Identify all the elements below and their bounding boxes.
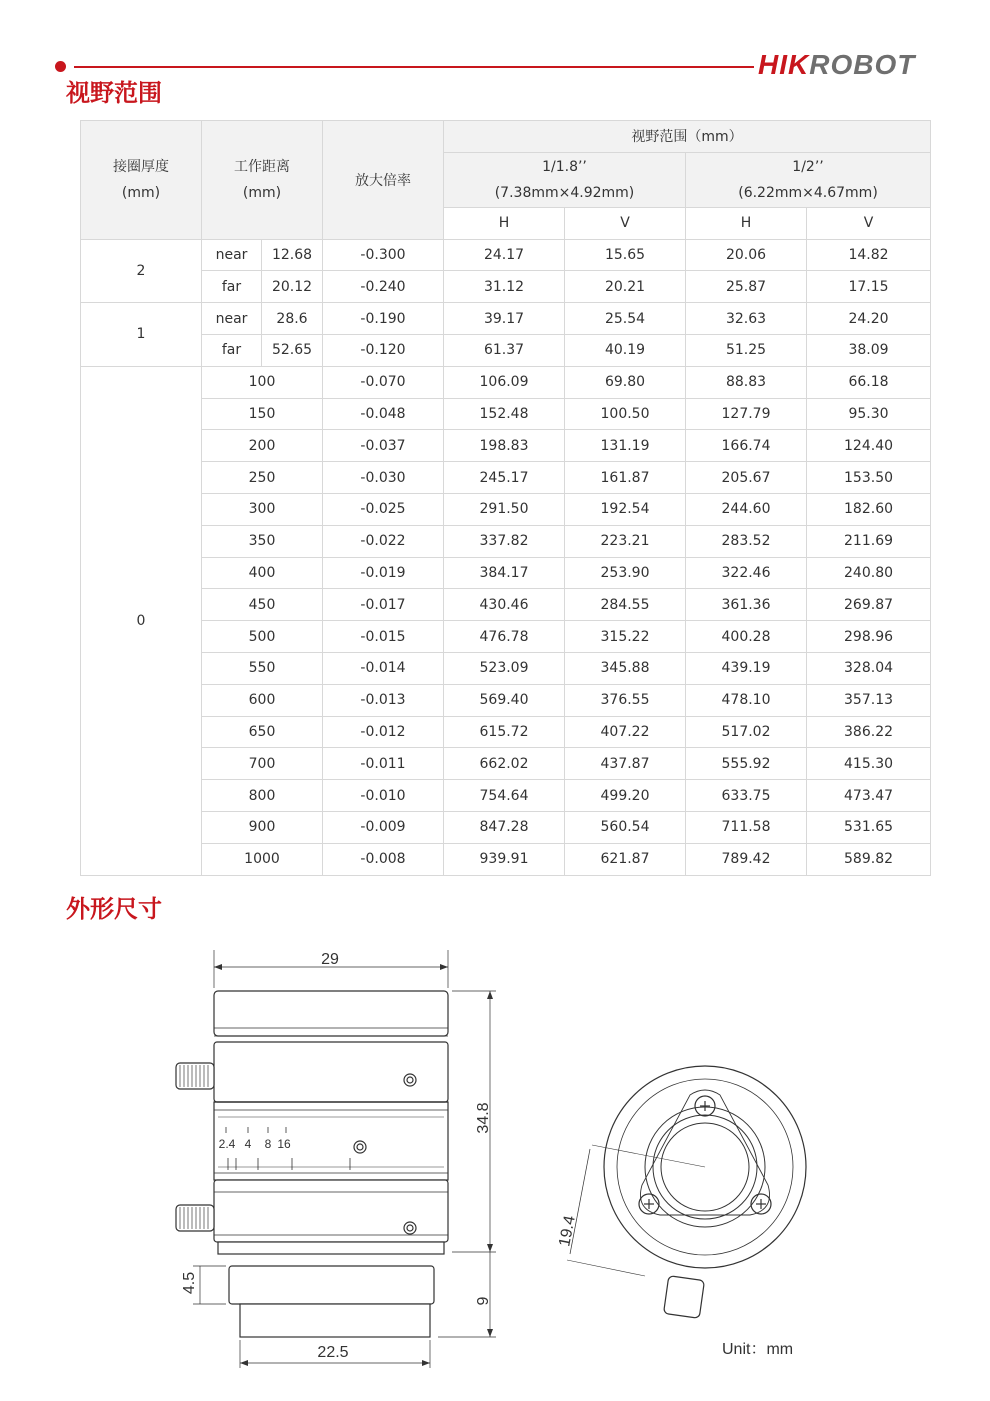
arrow-head — [240, 1360, 248, 1366]
table-row — [81, 748, 931, 780]
wd-cell: 650 — [202, 716, 323, 748]
h2-cell: 517.02 — [686, 716, 807, 748]
h1-cell: 106.09 — [444, 366, 565, 398]
lens-front-barrel — [214, 991, 448, 1036]
arrow-head — [440, 964, 448, 970]
fov-table — [80, 120, 931, 876]
table-row — [81, 621, 931, 653]
mag-cell: -0.190 — [323, 303, 444, 335]
table-row — [81, 271, 931, 303]
v1-cell: 284.55 — [565, 589, 686, 621]
ring-cell: 1 — [81, 303, 202, 367]
table-row — [81, 493, 931, 525]
table-row — [81, 652, 931, 684]
v1-cell: 25.54 — [565, 303, 686, 335]
v1-cell: 161.87 — [565, 462, 686, 494]
v1-cell: 131.19 — [565, 430, 686, 462]
h1-cell: 754.64 — [444, 780, 565, 812]
ring-cell: 2 — [81, 239, 202, 303]
rear-step — [218, 1242, 444, 1254]
dim-rear-label: 9 — [475, 1296, 492, 1306]
h1-cell: 24.17 — [444, 239, 565, 271]
dimensions-section-title: 外形尺寸 — [66, 895, 162, 923]
header-ring-unit: (mm) — [121, 184, 161, 201]
v2-cell: 66.18 — [807, 366, 931, 398]
wd-label-cell: far — [202, 334, 262, 366]
table-row — [81, 303, 931, 335]
h2-cell: 127.79 — [686, 398, 807, 430]
v2-cell: 531.65 — [807, 811, 931, 843]
v2-cell: 589.82 — [807, 843, 931, 875]
dim-radius-label: 19.4 — [556, 1214, 579, 1249]
wd-cell: 800 — [202, 780, 323, 812]
front-lock-screw — [664, 1276, 705, 1319]
aperture-label: 2.4 — [218, 1137, 236, 1151]
wd-cell: 200 — [202, 430, 323, 462]
wd-cell: 100 — [202, 366, 323, 398]
mag-cell: -0.030 — [323, 462, 444, 494]
header-ring-label: 接圈厚度 — [113, 158, 169, 175]
wd-cell: 28.6 — [262, 303, 323, 335]
focus-ring — [214, 1042, 448, 1102]
wd-cell: 1000 — [202, 843, 323, 875]
ring-cell: 0 — [81, 366, 202, 875]
header-h2: H — [686, 207, 807, 239]
arrow-head — [422, 1360, 430, 1366]
wd-cell: 450 — [202, 589, 323, 621]
h1-cell: 152.48 — [444, 398, 565, 430]
h1-cell: 31.12 — [444, 271, 565, 303]
h1-cell: 291.50 — [444, 493, 565, 525]
v2-cell: 473.47 — [807, 780, 931, 812]
mag-cell: -0.009 — [323, 811, 444, 843]
mag-cell: -0.008 — [323, 843, 444, 875]
v2-cell: 415.30 — [807, 748, 931, 780]
header-sensor-2 — [686, 152, 931, 207]
table-row — [81, 525, 931, 557]
mag-cell: -0.037 — [323, 430, 444, 462]
header-dot — [55, 61, 66, 72]
v1-cell: 376.55 — [565, 684, 686, 716]
dim-ext-line — [567, 1260, 645, 1276]
sensor-2-name: 1/2’’ — [792, 158, 824, 175]
arrow-head — [214, 964, 222, 970]
v1-cell: 20.21 — [565, 271, 686, 303]
mag-cell: -0.070 — [323, 366, 444, 398]
v1-cell: 560.54 — [565, 811, 686, 843]
h2-cell: 88.83 — [686, 366, 807, 398]
v1-cell: 407.22 — [565, 716, 686, 748]
header-sensor-1 — [444, 152, 686, 207]
logo-hik: HIK — [758, 49, 810, 80]
mag-cell: -0.012 — [323, 716, 444, 748]
header-magnification: 放大倍率 — [323, 121, 444, 240]
mag-cell: -0.014 — [323, 652, 444, 684]
h2-cell: 283.52 — [686, 525, 807, 557]
wd-cell: 400 — [202, 557, 323, 589]
mag-cell: -0.017 — [323, 589, 444, 621]
fov-section-title: 视野范围 — [66, 79, 162, 107]
table-row — [81, 811, 931, 843]
mag-cell: -0.300 — [323, 239, 444, 271]
v1-cell: 499.20 — [565, 780, 686, 812]
mag-cell: -0.022 — [323, 525, 444, 557]
mag-cell: -0.120 — [323, 334, 444, 366]
wd-cell: 150 — [202, 398, 323, 430]
v2-cell: 153.50 — [807, 462, 931, 494]
table-row — [81, 589, 931, 621]
h1-cell: 615.72 — [444, 716, 565, 748]
h2-cell: 711.58 — [686, 811, 807, 843]
h2-cell: 322.46 — [686, 557, 807, 589]
v2-cell: 298.96 — [807, 621, 931, 653]
table-row — [81, 239, 931, 271]
sensor-1-name: 1/1.8’’ — [542, 158, 587, 175]
h2-cell: 361.36 — [686, 589, 807, 621]
v2-cell: 357.13 — [807, 684, 931, 716]
logo-robot: ROBOT — [809, 49, 916, 80]
h2-cell: 439.19 — [686, 652, 807, 684]
v2-cell: 211.69 — [807, 525, 931, 557]
lens-dimension-drawing — [0, 930, 990, 1390]
v1-cell: 15.65 — [565, 239, 686, 271]
aperture-label: 4 — [244, 1137, 252, 1151]
mag-cell: -0.010 — [323, 780, 444, 812]
h2-cell: 555.92 — [686, 748, 807, 780]
wd-cell: 52.65 — [262, 334, 323, 366]
h2-cell: 32.63 — [686, 303, 807, 335]
h1-cell: 430.46 — [444, 589, 565, 621]
screw-head-inner — [357, 1144, 363, 1150]
ring0-rows — [81, 366, 931, 875]
h2-cell: 789.42 — [686, 843, 807, 875]
wd-cell: 700 — [202, 748, 323, 780]
wd-cell: 900 — [202, 811, 323, 843]
h1-cell: 39.17 — [444, 303, 565, 335]
h1-cell: 245.17 — [444, 462, 565, 494]
wd-cell: 12.68 — [262, 239, 323, 271]
table-row — [81, 462, 931, 494]
v2-cell: 24.20 — [807, 303, 931, 335]
h1-cell: 662.02 — [444, 748, 565, 780]
h1-cell: 198.83 — [444, 430, 565, 462]
sensor-2-size: (6.22mm×4.67mm) — [738, 184, 878, 201]
h1-cell: 61.37 — [444, 334, 565, 366]
v1-cell: 100.50 — [565, 398, 686, 430]
mag-cell: -0.013 — [323, 684, 444, 716]
wd-cell: 250 — [202, 462, 323, 494]
v2-cell: 17.15 — [807, 271, 931, 303]
h1-cell: 476.78 — [444, 621, 565, 653]
mag-cell: -0.019 — [323, 557, 444, 589]
v2-cell: 14.82 — [807, 239, 931, 271]
v1-cell: 40.19 — [565, 334, 686, 366]
header-fov: 视野范围（mm） — [444, 121, 931, 153]
arrow-head — [487, 1329, 493, 1337]
header-rule — [74, 66, 754, 68]
mag-cell: -0.011 — [323, 748, 444, 780]
mag-cell: -0.240 — [323, 271, 444, 303]
v1-cell: 223.21 — [565, 525, 686, 557]
v2-cell: 124.40 — [807, 430, 931, 462]
table-row — [81, 684, 931, 716]
h2-cell: 478.10 — [686, 684, 807, 716]
header-wd-unit: (mm) — [242, 184, 282, 201]
v1-cell: 437.87 — [565, 748, 686, 780]
v2-cell: 240.80 — [807, 557, 931, 589]
h1-cell: 569.40 — [444, 684, 565, 716]
dim-mount-dia-label: 22.5 — [317, 1344, 349, 1361]
aperture-label: 8 — [264, 1137, 272, 1151]
h2-cell: 20.06 — [686, 239, 807, 271]
v1-cell: 192.54 — [565, 493, 686, 525]
v2-cell: 182.60 — [807, 493, 931, 525]
table-row — [81, 557, 931, 589]
h2-cell: 633.75 — [686, 780, 807, 812]
h1-cell: 939.91 — [444, 843, 565, 875]
header-v2: V — [807, 207, 931, 239]
table-row — [81, 398, 931, 430]
v1-cell: 315.22 — [565, 621, 686, 653]
table-row — [81, 430, 931, 462]
table-row — [81, 366, 931, 398]
brand-logo — [758, 50, 915, 80]
table-header-row — [81, 121, 931, 153]
v2-cell: 38.09 — [807, 334, 931, 366]
mag-cell: -0.025 — [323, 493, 444, 525]
mag-cell: -0.015 — [323, 621, 444, 653]
header-h1: H — [444, 207, 565, 239]
unit-label: Unit：mm — [722, 1341, 794, 1358]
h2-cell: 166.74 — [686, 430, 807, 462]
v1-cell: 621.87 — [565, 843, 686, 875]
h2-cell: 400.28 — [686, 621, 807, 653]
v2-cell: 386.22 — [807, 716, 931, 748]
v1-cell: 345.88 — [565, 652, 686, 684]
table-row — [81, 716, 931, 748]
h1-cell: 337.82 — [444, 525, 565, 557]
arrow-head — [487, 1244, 493, 1252]
h2-cell: 25.87 — [686, 271, 807, 303]
header-v1: V — [565, 207, 686, 239]
mag-cell: -0.048 — [323, 398, 444, 430]
h2-cell: 244.60 — [686, 493, 807, 525]
v2-cell: 95.30 — [807, 398, 931, 430]
c-mount — [229, 1266, 434, 1304]
h2-cell: 205.67 — [686, 462, 807, 494]
dim-height-label: 34.8 — [475, 1102, 492, 1134]
wd-label-cell: far — [202, 271, 262, 303]
v1-cell: 253.90 — [565, 557, 686, 589]
h1-cell: 847.28 — [444, 811, 565, 843]
sensor-1-size: (7.38mm×4.92mm) — [494, 184, 635, 201]
h1-cell: 384.17 — [444, 557, 565, 589]
wd-cell: 20.12 — [262, 271, 323, 303]
h1-cell: 523.09 — [444, 652, 565, 684]
dim-width-label: 29 — [321, 951, 339, 968]
wd-label-cell: near — [202, 239, 262, 271]
wd-cell: 300 — [202, 493, 323, 525]
table-row — [81, 780, 931, 812]
header-wd-label: 工作距离 — [234, 158, 290, 175]
screw-head — [354, 1141, 366, 1153]
dim-mount-length-label: 4.5 — [181, 1271, 198, 1295]
arrow-head — [487, 991, 493, 999]
table-row — [81, 334, 931, 366]
header-ring — [81, 121, 202, 240]
h2-cell: 51.25 — [686, 334, 807, 366]
wd-label-cell: near — [202, 303, 262, 335]
mount-thread — [240, 1304, 430, 1337]
wd-cell: 600 — [202, 684, 323, 716]
v1-cell: 69.80 — [565, 366, 686, 398]
wd-cell: 550 — [202, 652, 323, 684]
table-row — [81, 843, 931, 875]
v2-cell: 269.87 — [807, 589, 931, 621]
aperture-label: 16 — [277, 1137, 291, 1151]
header-working-distance — [202, 121, 323, 240]
v2-cell: 328.04 — [807, 652, 931, 684]
wd-cell: 350 — [202, 525, 323, 557]
wd-cell: 500 — [202, 621, 323, 653]
